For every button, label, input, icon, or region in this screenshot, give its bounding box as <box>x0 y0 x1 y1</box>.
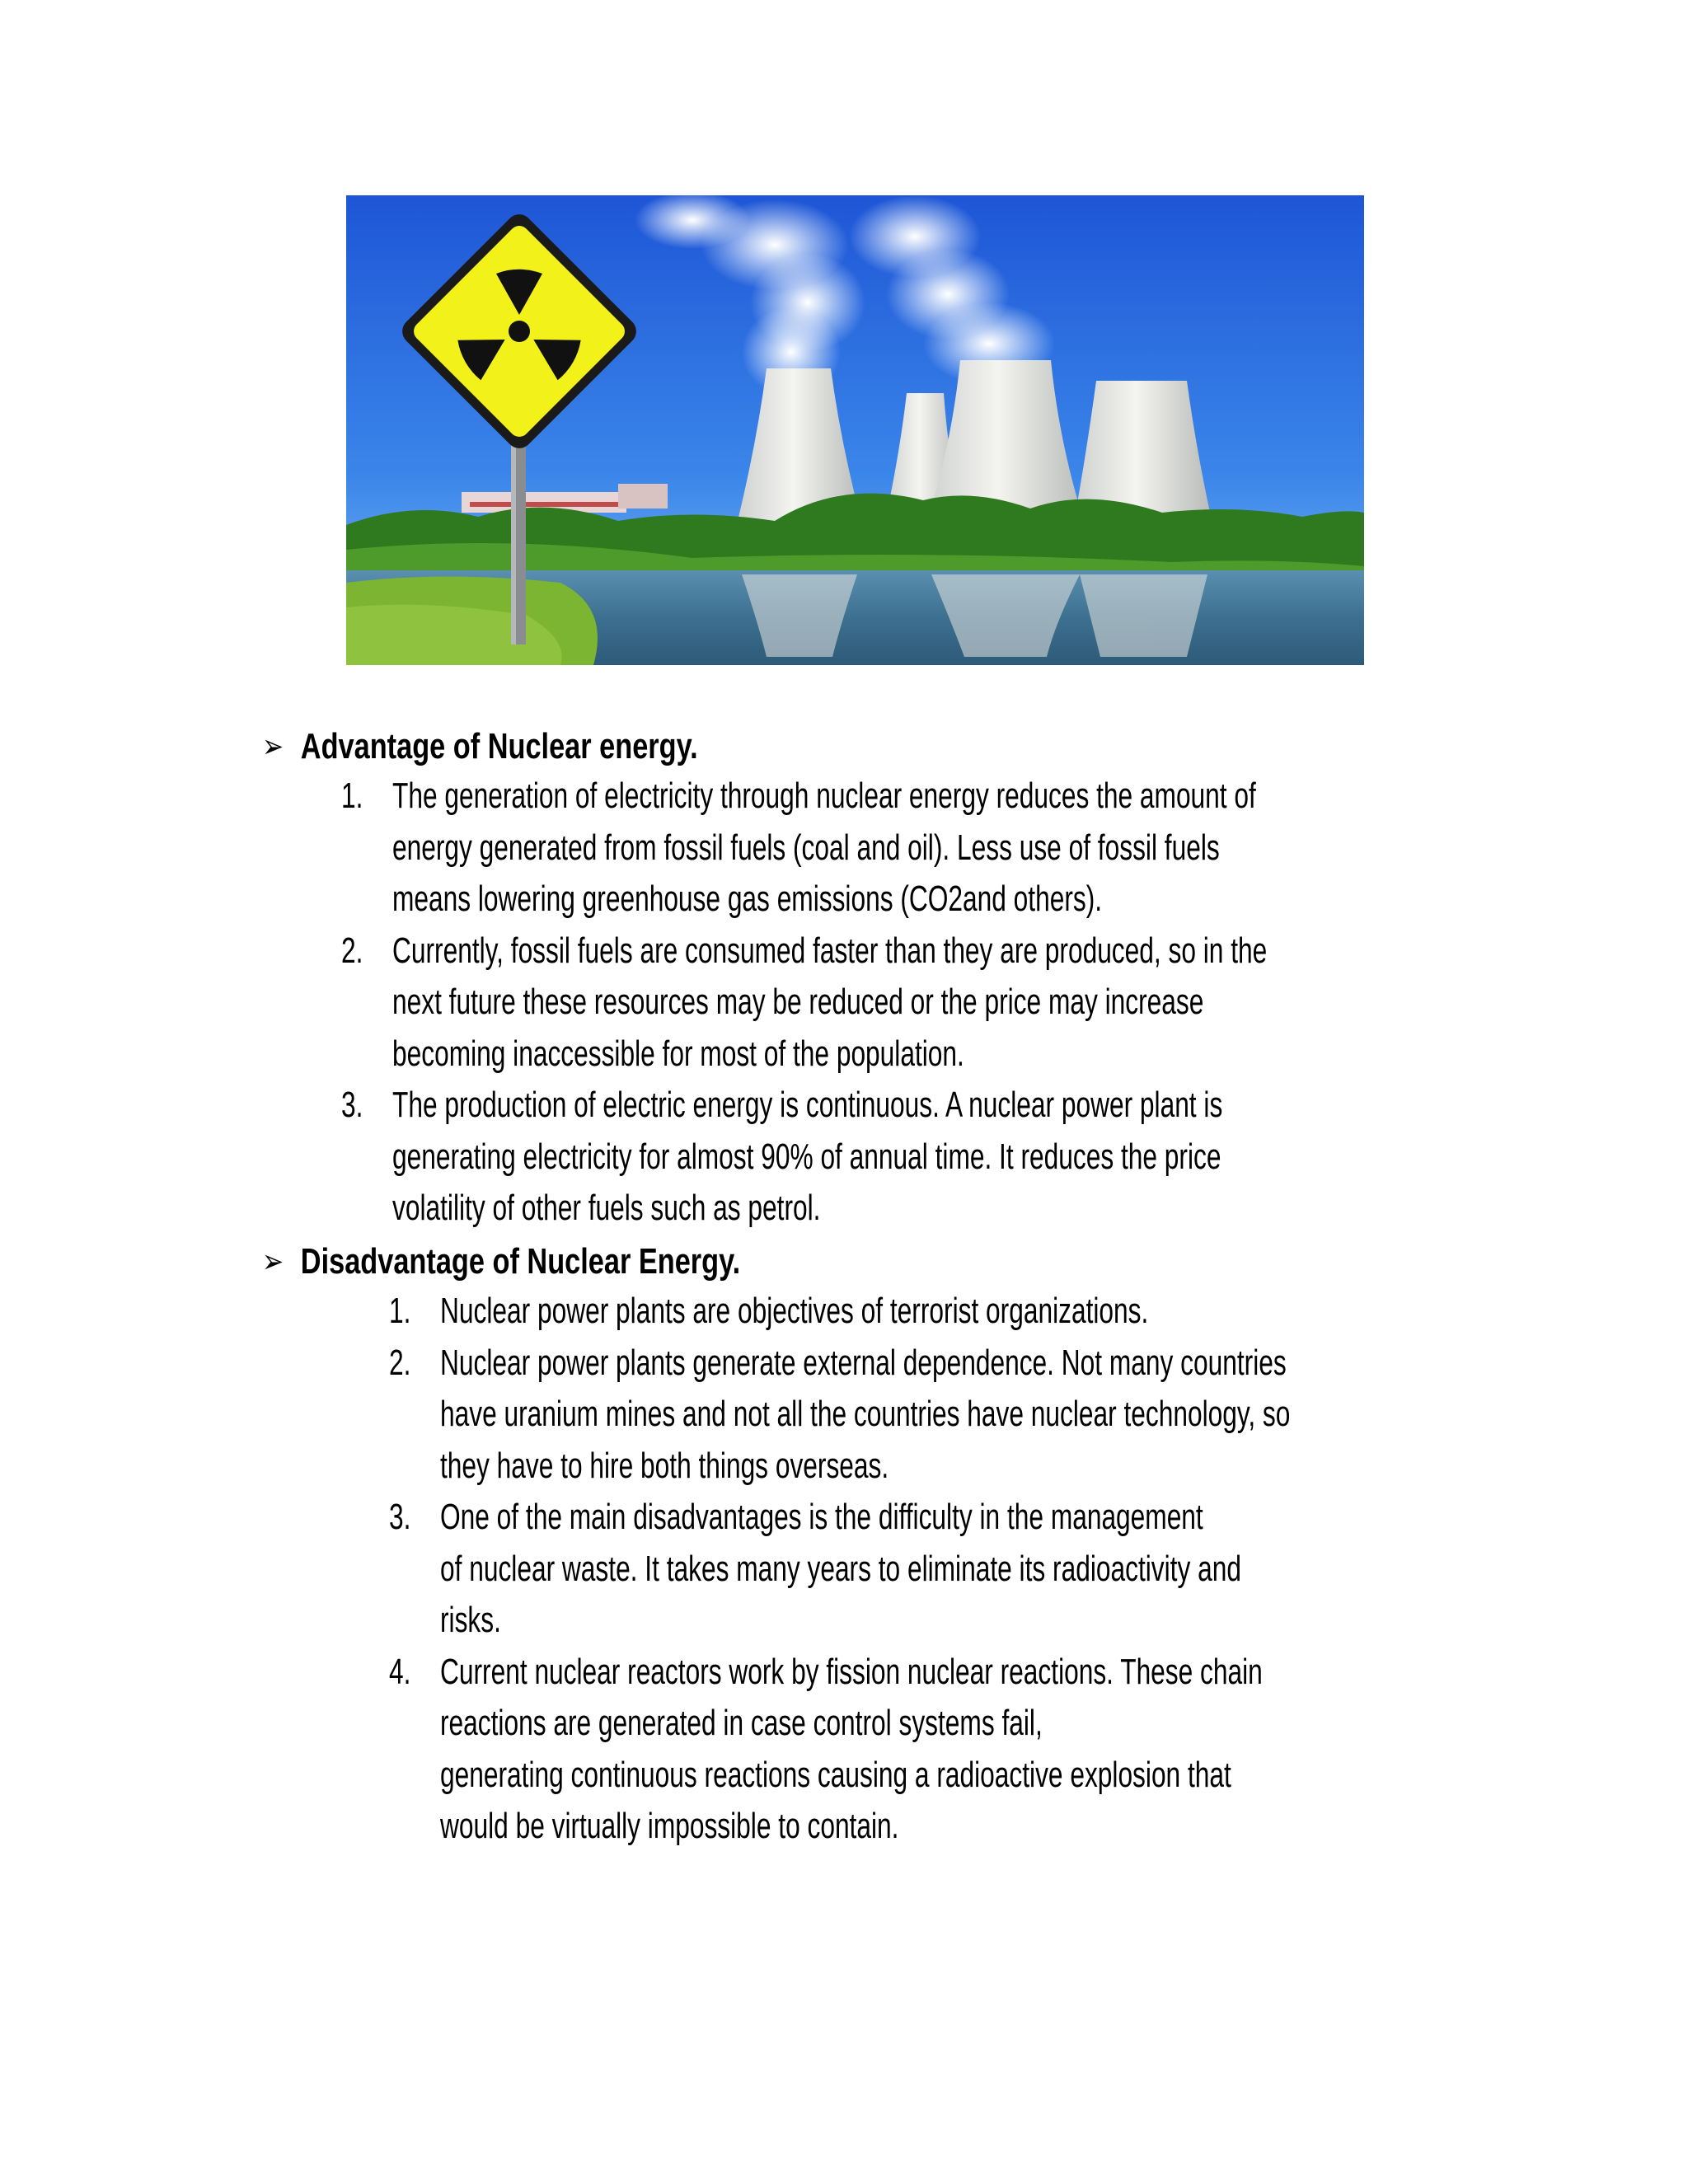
list-line: Currently, fossil fuels are consumed faster than they are produced, so in the <box>392 930 1268 971</box>
list-number: 1. <box>341 776 363 816</box>
list-number: 2. <box>341 930 363 971</box>
nuclear-plant-photo <box>346 195 1364 665</box>
nuclear-plant-illustration <box>346 195 1364 665</box>
list-number: 2. <box>389 1342 411 1383</box>
list-line: risks. <box>440 1600 501 1640</box>
list-item <box>389 1338 1621 1493</box>
list-line: The generation of electricity through nuclear energy reduces the amount of <box>392 776 1256 816</box>
list-line: they have to hire both things overseas. <box>440 1445 889 1486</box>
disadvantages-list <box>389 1286 1621 1853</box>
list-line: would be virtually impossible to contain. <box>440 1806 899 1846</box>
list-line: energy generated from fossil fuels (coal and oil). Less use of fossil fuels <box>392 827 1220 868</box>
list-item <box>341 926 1607 1080</box>
list-item <box>389 1286 1621 1338</box>
list-line: generating continuous reactions causing a radioactive explosion that <box>440 1754 1231 1795</box>
list-line: generating electricity for almost 90% of annual time. It reduces the price <box>392 1136 1221 1177</box>
list-line: One of the main disadvantages is the difficulty in the management <box>440 1497 1203 1537</box>
list-number: 1. <box>389 1291 411 1331</box>
list-number: 4. <box>389 1651 411 1692</box>
disadvantages-heading <box>262 1236 740 1287</box>
list-number: 3. <box>341 1085 363 1125</box>
list-item <box>389 1492 1621 1647</box>
list-line: Nuclear power plants are objectives of terrorist organizations. <box>440 1291 1149 1331</box>
disadvantages-heading-text: Disadvantage of Nuclear Energy. <box>300 1241 741 1282</box>
list-item <box>341 1080 1607 1235</box>
arrow-bullet-icon: ➢ <box>262 729 284 765</box>
list-number: 3. <box>389 1497 411 1537</box>
list-line: have uranium mines and not all the countries have nuclear technology, so <box>440 1394 1291 1434</box>
list-line: volatility of other fuels such as petrol. <box>392 1188 821 1228</box>
list-line: reactions are generated in case control systems fail, <box>440 1703 1043 1743</box>
list-item <box>389 1647 1621 1853</box>
list-line: becoming inaccessible for most of the population. <box>392 1033 964 1074</box>
arrow-bullet-icon: ➢ <box>262 1244 284 1280</box>
list-line: of nuclear waste. It takes many years to eliminate its radioactivity and <box>440 1548 1241 1589</box>
list-line: means lowering greenhouse gas emissions (CO2and others). <box>392 879 1103 919</box>
advantages-heading <box>262 721 698 772</box>
advantages-list <box>341 771 1607 1235</box>
list-line: Nuclear power plants generate external dependence. Not many countries <box>440 1342 1287 1383</box>
list-item <box>341 771 1607 926</box>
advantages-heading-text: Advantage of Nuclear energy. <box>300 726 698 766</box>
list-line: Current nuclear reactors work by fission nuclear reactions. These chain <box>440 1651 1263 1692</box>
list-line: The production of electric energy is continuous. A nuclear power plant is <box>392 1085 1223 1125</box>
list-line: next future these resources may be reduced or the price may increase <box>392 982 1204 1022</box>
